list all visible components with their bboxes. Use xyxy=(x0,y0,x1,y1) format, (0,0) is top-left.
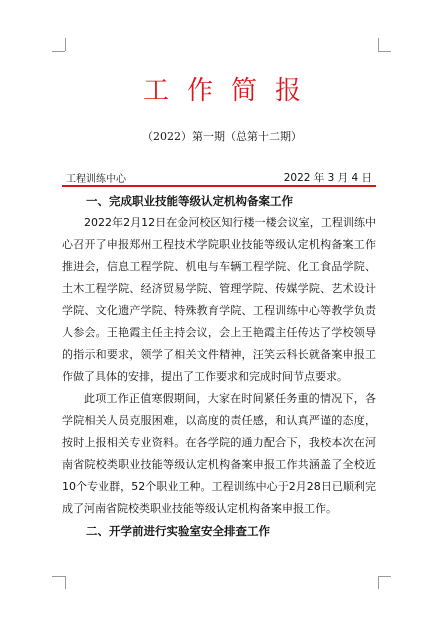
organization-name: 工程训练中心 xyxy=(66,174,126,185)
report-title: 工作简报 xyxy=(142,76,319,106)
report-body xyxy=(62,190,376,542)
report-header xyxy=(62,170,376,184)
issue-line: （2022）第一期（总第十二期） xyxy=(142,130,302,143)
report-date: 2022 年 3 月 4 日 xyxy=(283,172,372,184)
paragraph: 此项工作正值寒假期间，大家在时间紧任务重的情况下，各学院相关人员克服困难，以高度的责任感，和认真严谨的态度，按时上报相关专业资料。在各学院的通力配合下，我校本次在河南省院校类职业技能等级认定机构备案申报工作共涵盖了全校近10个专业群，52个职业工种。工程训练中心于2月28日已顺利完成了河南省院校类职业技能等级认定机构备案申报工作。 xyxy=(62,392,376,515)
red-divider xyxy=(62,185,376,187)
section-heading: 一、完成职业技能等级认定机构备案工作 xyxy=(86,194,293,208)
section-heading: 二、开学前进行实验室安全排查工作 xyxy=(86,524,270,538)
paragraph: 2022年2月12日在金河校区知行楼一楼会议室，工程训练中心召开了申报郑州工程技术学院职业技能等级认定机构备案工作推进会，信息工程学院、机电与车辆工程学院、化工食品学院、土木工程学院、经济贸易学院、管理学院、传媒学院、艺术设计学院、文化遗产学院、特殊教育学院、工程训练中心等教学负责人参会。王艳霞主任主持会议，会上王艳霞主任传达了学校领导的指示和要求，领学了相关文件精神，汪笑云科长就备案申报工作做了具体的安排，提出了工作要求和完成时间节点要求。 xyxy=(62,216,376,383)
